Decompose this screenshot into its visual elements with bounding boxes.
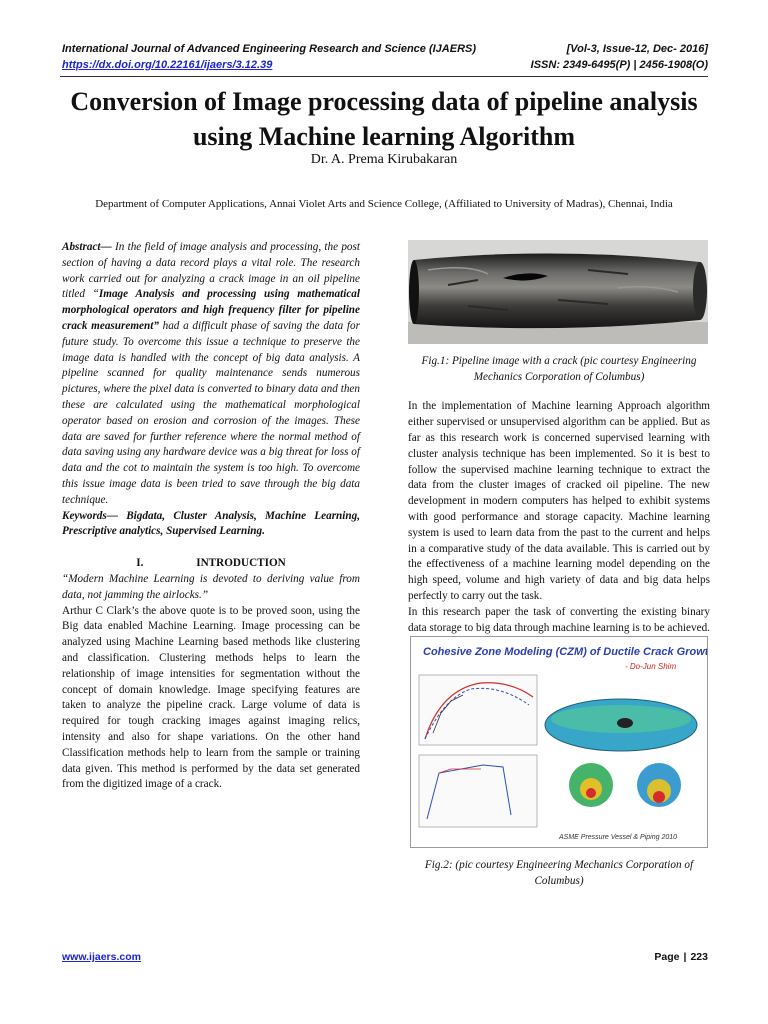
abstract-text-2: had a difficult phase of saving the data for future study. To overcome this issue a technique to preserve the image data is handled with the concept of big data analysis. A pipeline scanned for quality maintenance sends numerous pictures, where the pixel data is converted to binary data and then these are calculated using the mathematical morphological operator based on erosion and corrosion of the images. These data are saved for further reference where the normal method of data saving using any hardware device was a big threat for loss of data and the cot to maintain the system is too high. To overcome this issue image data is been tried to save through the big data technique. (62, 319, 360, 506)
page-label: Page (654, 951, 680, 963)
intro-paragraph: Arthur C Clark’s the above quote is to be proved soon, using the Big data enabled Machine Learning. Image processing can be analyzed using Machine Learning based methods like clustering and classification. Clustering methods helps to learn the relationship of image intensities for segmentation without the concept of domain knowledge. Image specifying features are taken to analyze the pipeline crack. Large volume of data is required for tough cracking images against imaging relics, intensity and also for shape variations. On the other hand Classification methods help to learn from the sample or training data given. This method is performed by the data set generated from the digitized image of a crack. (62, 604, 360, 791)
page-number: Page | 223 (654, 951, 708, 963)
fig1-caption: Fig.1: Pipeline image with a crack (pic courtesy Engineering Mechanics Corporation of Columbus) (421, 354, 697, 383)
fig2-caption: Fig.2: (pic courtesy Engineering Mechanics Corporation of Columbus) (424, 859, 694, 887)
fig2-footnote: ASME Pressure Vessel & Piping 2010 (559, 834, 678, 842)
journal-name: International Journal of Advanced Engineering Research and Science (IJAERS) (62, 43, 477, 55)
author-affiliation: Department of Computer Applications, Annai Violet Arts and Science College, (Affiliated to University of Madras), Chennai, India (95, 198, 673, 210)
volume-info: [Vol-3, Issue-12, Dec- 2016] (566, 43, 708, 55)
abstract-text-1: In the field of image analysis and processing, the post section of having a data record plays a vital role. The research work carried out for analyzing a crack image in an oil pipeline titled “ (62, 241, 360, 301)
fig2-title: Cohesive Zone Modeling (CZM) of Ductile Crack Growth (423, 646, 708, 659)
keywords: Keywords— Bigdata, Cluster Analysis, Machine Learning, Prescriptive analytics, Supervised Learning. (62, 509, 360, 538)
right-paragraph-2: In this research paper the task of converting the existing binary data storage to big data through machine learning is to be achieved. (408, 605, 710, 634)
issn-info: ISSN: 2349-6495(P) | 2456-1908(O) (530, 59, 708, 71)
left-column (62, 240, 360, 793)
author-name: Dr. A. Prema Kirubakaran (310, 152, 458, 167)
czm-crack-growth-figure (410, 636, 708, 848)
abstract-label: Abstract— (62, 241, 112, 253)
journal-website-link[interactable]: www.ijaers.com (62, 951, 141, 963)
page-number-value: 223 (690, 951, 708, 963)
right-paragraph-1: In the implementation of Machine learning Approach algorithm either supervised or unsupervised algorithm can be applied. But as far as this research work is concerned supervised learning with cluster analysis technique has been implemented. So it is best to follow the supervised machine learning technique to extract the data from the cluster images of cracked oil pipeline. The new development in modern computers has helped to exhibit systems with good performance and storage capacity. Machine learning system is used to learn data from the past to the current and helps in a comparative study of the data available. This is carried out by the effectiveness of a machine learning model depending on the high speed, volume and high variety of data and big data helps perfectly to carry out the task. (408, 400, 710, 602)
section-title: INTRODUCTION (196, 557, 286, 570)
intro-quote: “Modern Machine Learning is devoted to deriving value from data, not jamming the airlocks.” (62, 572, 360, 601)
fig2-subtitle: - Do-Jun Shim (625, 662, 677, 672)
abstract (62, 240, 360, 509)
paper-title: Conversion of Image processing data of pipeline analysis using Machine learning Algorithm (70, 87, 698, 151)
abstract-cited-title: Image Analysis and processing using mathematical morphological operators and high frequency filter for pipeline crack measurement” (62, 288, 360, 332)
header-divider (60, 76, 708, 77)
section-number: I. (136, 557, 144, 570)
section-heading-introduction (62, 556, 360, 572)
doi-link[interactable]: https://dx.doi.org/10.22161/ijaers/3.12.39 (62, 59, 273, 71)
pipeline-crack-photo (408, 240, 708, 344)
right-column (408, 240, 710, 904)
